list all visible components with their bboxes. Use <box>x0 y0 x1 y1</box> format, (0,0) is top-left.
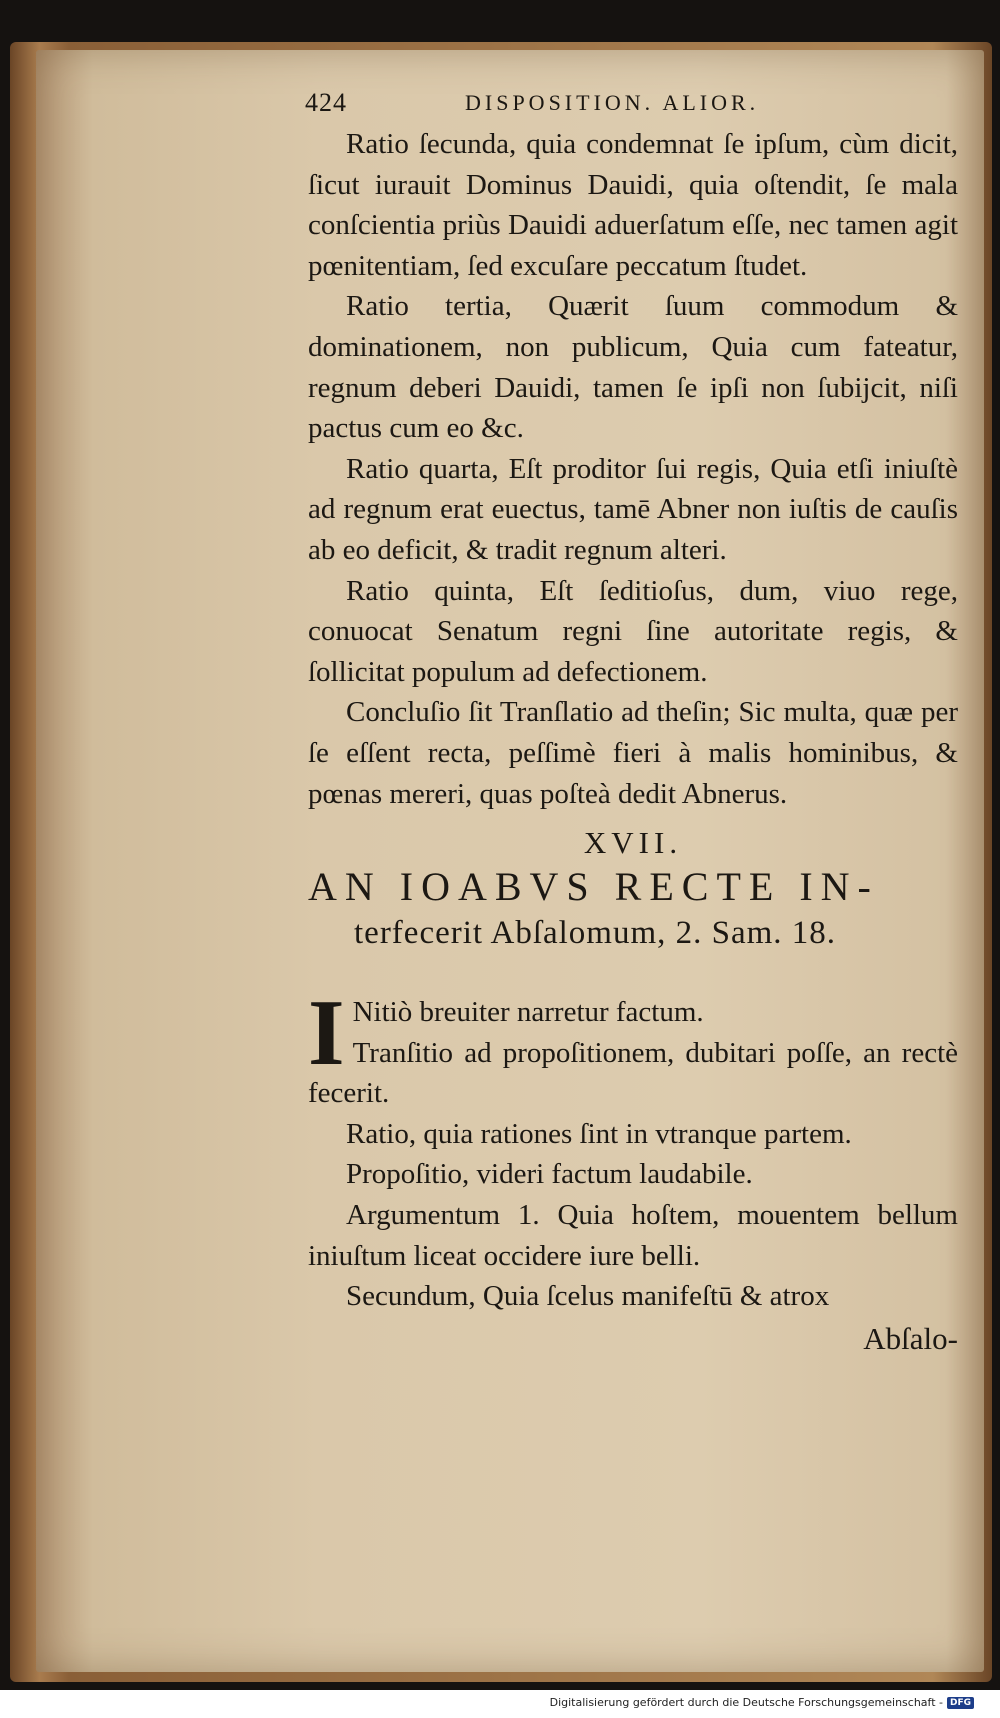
running-head: DISPOSITION. ALIOR. <box>465 90 760 115</box>
catchword: Abſalo- <box>863 1320 958 1356</box>
paragraph: Secundum, Quia ſcelus manifeſtū & atrox <box>346 1280 830 1313</box>
paragraph: Concluſio ſit Tranſlatio ad theſin; Sic multa, quæ per ſe eſſent recta, peſſimè fieri à malis hominibus, & pœnas mereri, quas poſteà dedit Abnerus. <box>308 696 958 810</box>
paragraph: Ratio quinta, Eſt ſeditioſus, dum, viuo rege, conuocat Senatum regni ſine autoritate regis, & ſollicitat populum ad defectionem. <box>308 574 958 688</box>
dfg-logo-icon: DFG <box>947 1697 974 1709</box>
chapter-title: AN IOABVS RECTE IN- <box>308 864 879 910</box>
opening-line: Nitiò breuiter narretur factum. <box>352 996 704 1029</box>
paragraph: Argumentum 1. Quia hoſtem, mouentem bellum iniuſtum liceat occidere iure belli. <box>308 1199 958 1272</box>
opening-line-cont: Tranſitio ad propoſitionem, dubitari poſſe, an rectè fecerit. <box>308 1036 958 1110</box>
opening-paragraph <box>308 981 958 1114</box>
text-block <box>308 124 958 1359</box>
page-number: 424 <box>305 88 347 117</box>
paragraph: Ratio, quia rationes ſint in vtranque partem. <box>346 1117 852 1150</box>
paragraph: Ratio ſecunda, quia condemnat ſe ipſum, cùm dicit, ſicut iurauit Dominus Dauidi, quia oſtendit, ſe mala conſcientia priùs Dauidi aduerſatum eſſe, nec tamen agit pœnitentiam, ſed excuſare peccatum ſtudet. <box>308 128 958 282</box>
paragraph: Propoſitio, videri factum laudabile. <box>346 1158 753 1191</box>
footer <box>0 1690 1000 1718</box>
chapter-subtitle: terfecerit Abſalomum, 2. Sam. 18. <box>354 915 837 952</box>
credit-text: Digitalisierung gefördert durch die Deutsche Forschungsgemeinschaft - <box>549 1696 943 1709</box>
digitization-credit <box>550 1696 974 1709</box>
page-header <box>305 88 945 118</box>
chapter-number: XVII. <box>583 825 683 861</box>
paragraph: Ratio tertia, Quærit ſuum commodum & dominationem, non publicum, Quia cum fateatur, regnum deberi Dauidi, tamen ſe ipſi non ſubijcit, niſi pactus cum eo &c. <box>308 290 958 445</box>
drop-cap: I <box>308 981 345 1086</box>
paragraph: Ratio quarta, Eſt proditor ſui regis, Quia etſi iniuſtè ad regnum erat euectus, tamē Abner non iuſtis de cauſis ab eo deficit, & tradit regnum alteri. <box>308 452 958 566</box>
